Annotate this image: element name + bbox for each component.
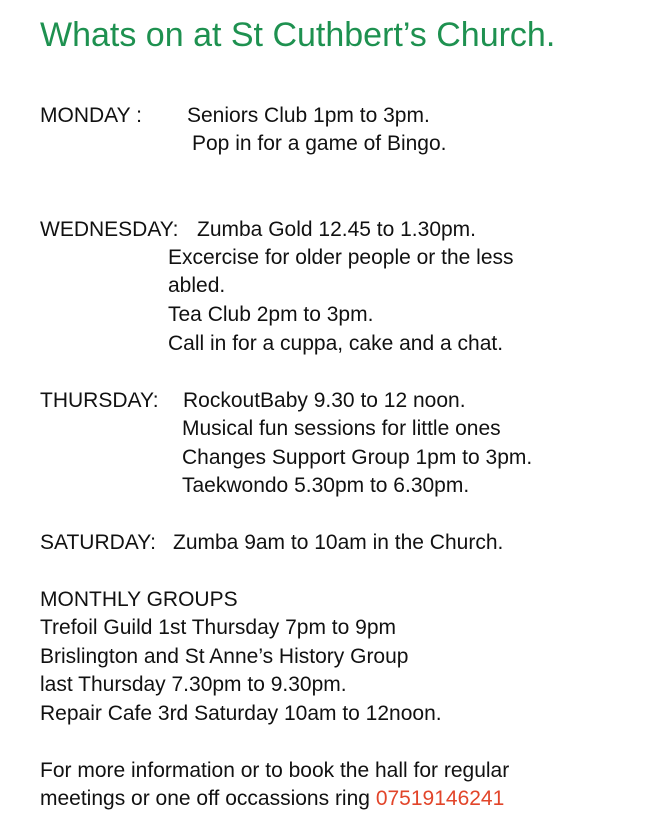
monday-line-1: Seniors Club 1pm to 3pm. [187, 104, 430, 127]
footer-line-2 [40, 785, 504, 813]
wednesday-line-5: Call in for a cuppa, cake and a chat. [168, 332, 504, 355]
footer-line-2-text: meetings or one off occassions ring [40, 787, 370, 810]
wednesday-line-4: Tea Club 2pm to 3pm. [168, 303, 374, 326]
monthly-line-3: last Thursday 7.30pm to 9.30pm. [40, 673, 347, 696]
monthly-line-1: Trefoil Guild 1st Thursday 7pm to 9pm [40, 616, 396, 639]
thursday-line-2: Musical fun sessions for little ones [182, 417, 501, 440]
monthly-line-4: Repair Cafe 3rd Saturday 10am to 12noon. [40, 702, 442, 725]
page-title: Whats on at St Cuthbert’s Church. [40, 16, 556, 54]
thursday-line-3: Changes Support Group 1pm to 3pm. [182, 446, 533, 469]
saturday-day-label: SATURDAY: [40, 531, 156, 554]
phone-number: 07519146241 [375, 787, 505, 810]
saturday-line-1: Zumba 9am to 10am in the Church. [173, 531, 504, 554]
thursday-line-1: RockoutBaby 9.30 to 12 noon. [183, 389, 466, 412]
thursday-line-4: Taekwondo 5.30pm to 6.30pm. [182, 474, 470, 497]
monthly-line-2: Brislington and St Anne’s History Group [40, 645, 409, 668]
monthly-groups-heading: MONTHLY GROUPS [40, 588, 238, 611]
wednesday-day-label: WEDNESDAY: [40, 218, 179, 241]
wednesday-line-3: abled. [168, 274, 226, 297]
wednesday-line-2: Excercise for older people or the less [168, 246, 514, 269]
monday-day-label: MONDAY : [40, 104, 142, 127]
footer-line-1: For more information or to book the hall for regular [40, 759, 510, 782]
monday-line-2: Pop in for a game of Bingo. [192, 132, 447, 155]
wednesday-line-1: Zumba Gold 12.45 to 1.30pm. [197, 218, 476, 241]
thursday-day-label: THURSDAY: [40, 389, 159, 412]
